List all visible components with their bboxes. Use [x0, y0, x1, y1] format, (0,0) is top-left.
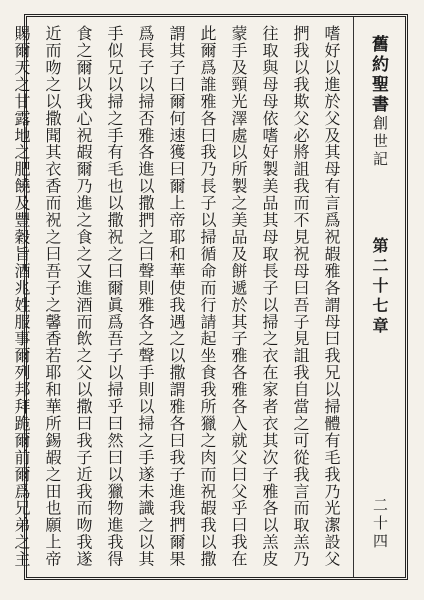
page-border-frame — [12, 14, 408, 580]
scripture-paragraph: 嗜好以進於父及其母有言爲祝嘏雅各謂母曰我兄以掃體有毛我乃光潔設父捫我以我欺父必將詛我而不見祝母曰吾子見詛我自當之可從我言而取羔乃往取與母母依嗜好製美品其母取長子以掃之衣在家者衣其次子雅各以羔皮蒙手及頸光澤處以所製之美品及餅遞於其子雅各雅各入就父曰父乎曰我在此爾爲誰雅各曰我乃長子以掃循命而行請起坐食我所獵之肉而祝嘏我以撒謂其子曰爾何速獲曰爾上帝耶和華使我遇之以撒謂雅各曰我子進我捫爾果爲長子以掃否雅各進以撒捫之曰聲則雅各之聲手則以掃之手遂未識之以其手似兄以掃之手有毛也以撒祝之曰爾眞爲吾子以掃乎曰然曰以獵物進我得食之爾以我心祝嘏爾乃進之食之又進酒而飲之父以撒曰我子近我而吻我遂近而吻之以撒聞其衣香而祝之曰吾子之馨香若耶和華所錫嘏之田也願上帝賜爾天之甘露地之肥饒及豐穀旨酒兆姓服事爾列邦拜跪爾前爾爲兄弟之主 — [12, 25, 341, 567]
page-number: 二十四 — [371, 497, 389, 551]
scripture-text-area — [12, 25, 347, 567]
chapter-label: 第二十七章 — [370, 237, 389, 337]
book-title: 舊約聖書 — [368, 35, 388, 115]
page-margin-strip — [353, 17, 405, 577]
section-title: 創世記 — [371, 115, 389, 169]
